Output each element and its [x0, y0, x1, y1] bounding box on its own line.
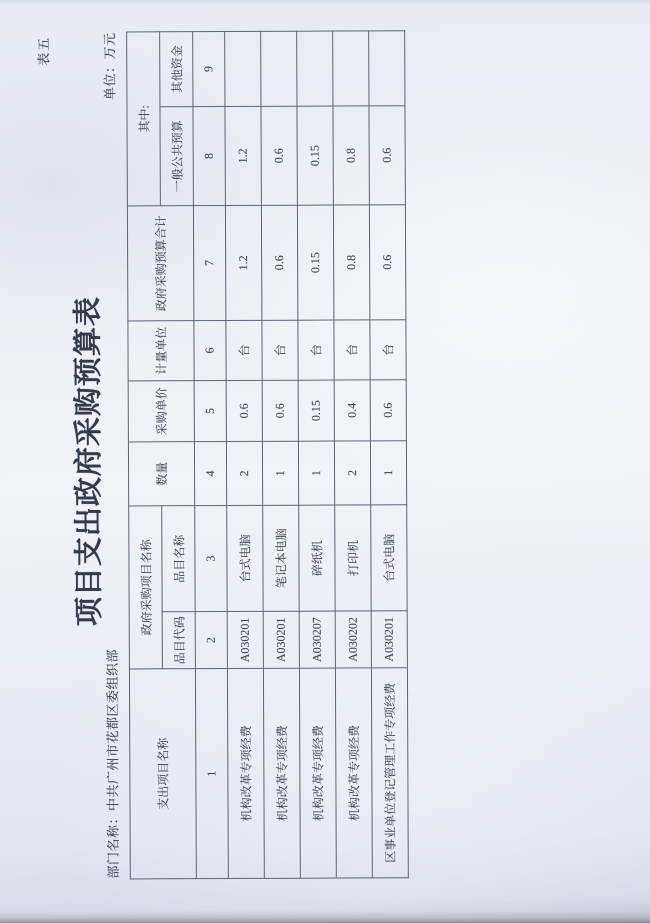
- cell-unit-price: 0.4: [334, 380, 370, 441]
- meta-row: [99, 32, 122, 878]
- cell-budget-total: 0.15: [297, 205, 334, 320]
- cell-other-funds: [297, 31, 333, 106]
- cell-public-budget: 0.6: [261, 106, 297, 205]
- cell-other-funds: [369, 31, 405, 106]
- header-item-code: 品目代码: [162, 612, 195, 669]
- column-number: 8: [193, 107, 225, 206]
- column-number: 5: [194, 381, 226, 442]
- cell-other-funds: [225, 31, 261, 106]
- cell-expense-project: 机构改革专项经费: [263, 668, 300, 878]
- cell-unit-price: 0.15: [298, 380, 334, 441]
- column-number: 9: [193, 32, 225, 107]
- header-row-1: [127, 32, 164, 879]
- cell-item-code: A030207: [299, 611, 335, 668]
- cell-public-budget: 0.15: [297, 106, 333, 205]
- cell-quantity: 2: [334, 441, 370, 505]
- unit-note: 单位：万元: [102, 32, 118, 101]
- cell-item-code: A030201: [227, 611, 263, 668]
- cell-quantity: 1: [298, 441, 334, 505]
- header-measure-unit: 计量单位: [128, 321, 194, 381]
- header-among-which: 其中:: [127, 32, 161, 206]
- header-procurement-project-name: 政府采购项目名称: [129, 506, 163, 669]
- header-procurement-budget-total: 政府采购预算合计: [127, 206, 194, 321]
- cell-public-budget: 1.2: [225, 106, 261, 205]
- header-item-name: 品目名称: [162, 506, 195, 612]
- cell-budget-total: 1.2: [225, 205, 262, 320]
- form-number-tag: 表五: [36, 35, 52, 66]
- header-other-funds: 其他资金: [160, 32, 193, 107]
- header-quantity: 数量: [128, 442, 194, 506]
- cell-unit-price: 0.6: [370, 380, 406, 441]
- table-row: [261, 31, 301, 878]
- column-number: 6: [194, 321, 226, 381]
- table-row: [225, 31, 265, 878]
- cell-public-budget: 0.6: [369, 106, 405, 205]
- cell-item-name: 台式电脑: [371, 505, 407, 611]
- column-number: 2: [195, 612, 227, 669]
- table-row: [369, 31, 409, 878]
- table-row: [333, 31, 373, 878]
- cell-quantity: 1: [262, 441, 298, 505]
- cell-item-code: A030202: [335, 611, 371, 668]
- cell-unit-price: 0.6: [262, 380, 298, 441]
- cell-quantity: 2: [226, 441, 262, 505]
- cell-budget-total: 0.6: [369, 205, 406, 320]
- cell-expense-project: 机构改革专项经费: [227, 668, 264, 878]
- column-number-row: [193, 32, 229, 879]
- cell-other-funds: [261, 31, 297, 106]
- table-row: [297, 31, 337, 878]
- department-name: 部门名称：中共广州市花都区委组织部: [104, 648, 121, 879]
- header-unit-price: 采购单价: [128, 381, 194, 442]
- document-title: 项目支出政府采购预算表: [72, 296, 106, 627]
- cell-measure-unit: 台: [262, 320, 298, 380]
- cell-expense-project: 机构改革专项经费: [299, 668, 336, 878]
- cell-item-code: A030201: [371, 611, 407, 668]
- cell-public-budget: 0.8: [333, 106, 369, 205]
- cell-item-name: 碎纸机: [299, 505, 335, 611]
- cell-expense-project: 机构改革专项经费: [335, 668, 372, 878]
- cell-measure-unit: 台: [370, 320, 406, 380]
- cell-budget-total: 0.8: [333, 205, 370, 320]
- cell-budget-total: 0.6: [261, 205, 298, 320]
- column-number: 4: [194, 442, 226, 506]
- column-number: 3: [195, 506, 227, 612]
- header-public-budget: 一般公共预算: [160, 107, 193, 206]
- cell-item-name: 台式电脑: [227, 505, 263, 611]
- cell-item-name: 打印机: [335, 505, 371, 611]
- column-number: 7: [193, 206, 226, 321]
- cell-item-code: A030201: [263, 611, 299, 668]
- cell-other-funds: [333, 31, 369, 106]
- cell-measure-unit: 台: [334, 320, 370, 380]
- cell-item-name: 笔记本电脑: [263, 505, 299, 611]
- header-expense-project-name: 支出项目名称: [129, 669, 196, 879]
- cell-unit-price: 0.6: [226, 380, 262, 441]
- procurement-budget-table: [126, 30, 409, 879]
- cell-expense-project: 区事业单位登记管理工作专项经费: [371, 668, 408, 878]
- cell-quantity: 1: [370, 441, 406, 505]
- column-number: 1: [195, 669, 228, 879]
- cell-measure-unit: 台: [226, 320, 262, 380]
- cell-measure-unit: 台: [298, 320, 334, 380]
